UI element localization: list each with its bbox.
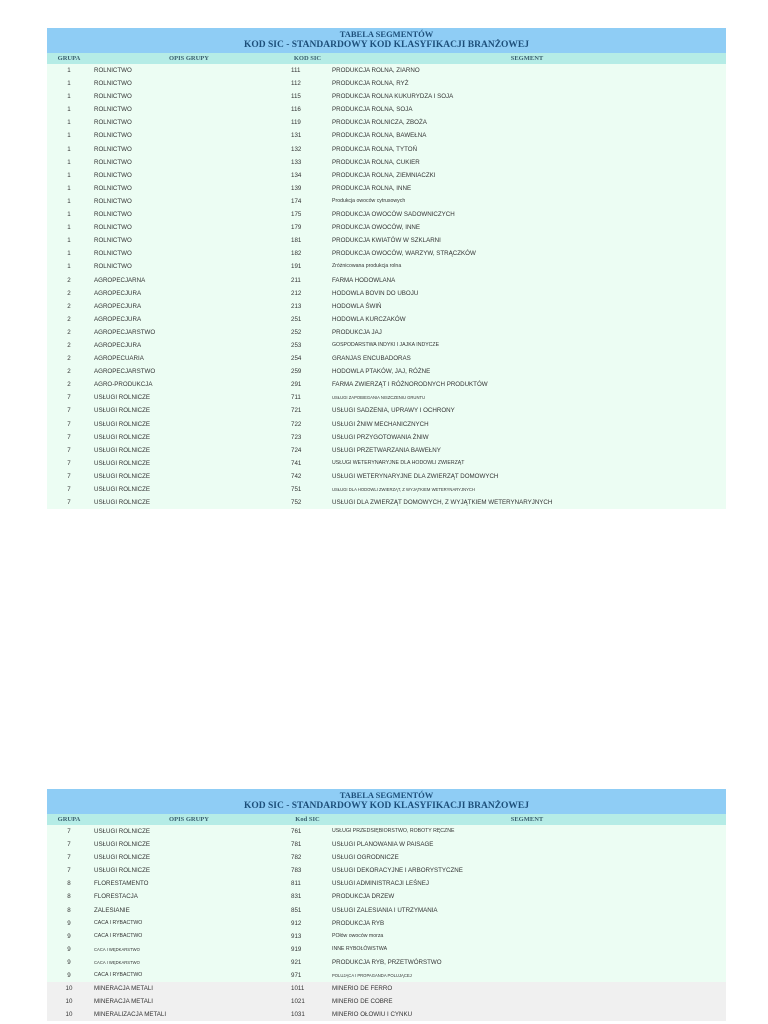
cell-segment: HODOWLA BOVIN DO UBOJU <box>332 289 419 297</box>
cell-grupa: 2 <box>67 289 71 297</box>
cell-kod-sic: 741 <box>291 459 302 467</box>
cell-grupa: 1 <box>67 211 71 219</box>
table-row <box>47 825 726 838</box>
cell-segment: MINERIO DE COBRE <box>332 998 393 1006</box>
cell-segment: USŁUGI PRZETWARZANIA BAWEŁNY <box>332 446 441 454</box>
cell-segment: PRODUKCJA DRZEW <box>332 893 395 901</box>
table-row <box>47 877 726 890</box>
table-row <box>47 956 726 969</box>
cell-opis: USŁUGI ROLNICZE <box>94 446 151 454</box>
cell-opis: USŁUGI ROLNICZE <box>94 841 151 849</box>
table-row <box>47 995 726 1008</box>
cell-kod-sic: 1031 <box>291 1011 305 1019</box>
cell-opis: AGROPECJURA <box>94 315 142 323</box>
cell-kod-sic: 291 <box>291 381 302 389</box>
cell-kod-sic: 919 <box>291 945 302 953</box>
cell-opis: ROLNICTWO <box>94 171 132 179</box>
cell-grupa: 2 <box>67 302 71 310</box>
cell-kod-sic: 251 <box>291 315 302 323</box>
cell-grupa: 2 <box>67 341 71 349</box>
table-row <box>47 116 726 129</box>
table-row <box>47 904 726 917</box>
header-opis: OPIS GRUPY <box>169 55 209 62</box>
cell-grupa: 2 <box>67 328 71 336</box>
table-row <box>47 90 726 103</box>
cell-grupa: 1 <box>67 250 71 258</box>
cell-kod-sic: 132 <box>291 145 302 153</box>
cell-segment: USŁUGI OGRODNICZE <box>332 854 399 862</box>
cell-opis: CACA I RYBACTWO <box>94 919 143 926</box>
header-segment: SEGMENT <box>510 816 544 823</box>
table-row <box>47 260 726 273</box>
table-title-bar <box>47 28 726 53</box>
table-subtitle: KOD SIC - STANDARDOWY KOD KLASYFIKACJI BRANŻOWEJ <box>243 801 530 811</box>
cell-opis: MINERACJA METALI <box>94 998 154 1006</box>
table-row <box>47 313 726 326</box>
table-row <box>47 143 726 156</box>
cell-grupa: 10 <box>65 998 73 1006</box>
cell-segment: USŁUGI PRZEDSIĘBIORSTWO, ROBOTY RĘCZNE <box>332 828 455 834</box>
cell-opis: AGROPECJURA <box>94 289 142 297</box>
cell-opis: FLORESTACJA <box>94 893 138 901</box>
cell-opis: USŁUGI ROLNICZE <box>94 459 151 467</box>
cell-segment: PRODUKCJA JAJ <box>332 328 382 336</box>
cell-grupa: 1 <box>67 119 71 127</box>
cell-opis: ROLNICTWO <box>94 197 132 205</box>
cell-segment: POLUJĄCA I PROPAGANDA POLUJĄCEJ <box>332 973 412 979</box>
cell-kod-sic: 913 <box>291 932 302 940</box>
table-row <box>47 470 726 483</box>
table-subtitle: KOD SIC - STANDARDOWY KOD KLASYFIKACJI BRANŻOWEJ <box>243 40 530 50</box>
cell-kod-sic: 211 <box>291 276 301 284</box>
table-row <box>47 930 726 943</box>
cell-kod-sic: 921 <box>291 958 302 966</box>
cell-grupa: 9 <box>67 919 71 927</box>
cell-segment: PRODUKCJA RYB <box>332 919 385 927</box>
cell-opis: USŁUGI ROLNICZE <box>94 433 151 441</box>
table-row <box>47 851 726 864</box>
cell-opis: ROLNICTWO <box>94 145 132 153</box>
header-grupa: GRUPA <box>57 55 81 62</box>
cell-grupa: 1 <box>67 224 71 232</box>
table-row <box>47 431 726 444</box>
table-row <box>47 391 726 404</box>
cell-opis: ZALESIANIE <box>94 906 130 914</box>
table-row <box>47 457 726 470</box>
cell-kod-sic: 751 <box>291 486 302 493</box>
cell-grupa: 1 <box>67 106 71 114</box>
cell-kod-sic: 721 <box>291 407 302 415</box>
table-header-row <box>47 814 726 825</box>
table-row <box>47 483 726 496</box>
cell-grupa: 7 <box>67 446 71 454</box>
cell-kod-sic: 111 <box>291 67 301 74</box>
cell-grupa: 1 <box>67 184 71 192</box>
table-row <box>47 64 726 77</box>
table-row <box>47 1008 726 1021</box>
cell-kod-sic: 724 <box>291 446 302 454</box>
cell-segment: Produkcja owoców cytrusowych <box>332 197 406 204</box>
table-row <box>47 864 726 877</box>
cell-opis: ROLNICTWO <box>94 237 132 245</box>
cell-opis: AGROPECJURA <box>94 341 142 349</box>
cell-grupa: 1 <box>67 171 71 179</box>
cell-grupa: 2 <box>67 315 71 323</box>
cell-segment: PRODUKCJA ROLNA KUKURYDZA I SOJA <box>332 93 454 101</box>
cell-opis: ROLNICTWO <box>94 132 132 140</box>
cell-grupa: 10 <box>65 985 73 993</box>
cell-segment: PRODUKCJA ROLNA, ZIARNO <box>332 67 420 74</box>
cell-grupa: 7 <box>67 828 71 835</box>
table-row <box>47 326 726 339</box>
cell-kod-sic: 182 <box>291 250 302 258</box>
cell-kod-sic: 191 <box>291 263 302 271</box>
cell-kod-sic: 119 <box>291 119 301 127</box>
cell-segment: Zróżnicowana produkcja rolna <box>332 263 402 270</box>
cell-grupa: 1 <box>67 145 71 153</box>
cell-opis: MINERACJA METALI <box>94 985 154 993</box>
cell-segment: USŁUGI ŻNIW MECHANICZNYCH <box>332 420 429 428</box>
table-title: TABELA SEGMENTÓW <box>339 790 434 800</box>
cell-segment: PRODUKCJA ROLNA, ZIEMNIACZKI <box>332 171 436 179</box>
cell-grupa: 8 <box>67 906 71 914</box>
cell-kod-sic: 175 <box>291 211 302 219</box>
cell-opis: USŁUGI ROLNICZE <box>94 407 151 415</box>
cell-grupa: 8 <box>67 893 71 901</box>
table-row <box>47 418 726 431</box>
cell-segment: PRODUKCJA ROLNA, SOJA <box>332 106 413 114</box>
cell-grupa: 7 <box>67 394 71 402</box>
cell-opis: ROLNICTWO <box>94 93 132 101</box>
cell-opis: USŁUGI ROLNICZE <box>94 867 151 875</box>
table-body <box>47 825 726 1021</box>
table-row <box>47 182 726 195</box>
cell-kod-sic: 134 <box>291 171 302 179</box>
cell-grupa: 1 <box>67 132 71 140</box>
table-row <box>47 169 726 182</box>
cell-kod-sic: 253 <box>291 341 302 349</box>
cell-opis: ROLNICTWO <box>94 184 132 192</box>
cell-segment: USŁUGI WETERYNARYJNE DLA HODOWLI ZWIERZĄT <box>332 459 465 466</box>
cell-kod-sic: 752 <box>291 499 302 507</box>
cell-grupa: 2 <box>67 381 71 389</box>
cell-grupa: 7 <box>67 841 71 849</box>
cell-grupa: 9 <box>67 945 71 953</box>
cell-kod-sic: 912 <box>291 919 302 927</box>
table-row <box>47 496 726 509</box>
cell-segment: PRODUKCJA ROLNA, TYTOŃ <box>332 145 418 153</box>
table-row <box>47 378 726 391</box>
table-row <box>47 234 726 247</box>
cell-opis: AGROPECJARNA <box>94 276 146 284</box>
cell-kod-sic: 723 <box>291 433 302 441</box>
table-row <box>47 300 726 313</box>
cell-segment: HODOWLA KURCZAKÓW <box>332 315 406 323</box>
cell-segment: PRODUKCJA ROLNA, BAWEŁNA <box>332 132 427 140</box>
cell-kod-sic: 1011 <box>291 985 305 993</box>
cell-opis: ROLNICTWO <box>94 158 132 166</box>
cell-segment: USŁUGI DLA HODOWLI ZWIERZĄT, Z WYJĄTKIEM WETERYNARYJNYCH <box>332 487 475 492</box>
cell-segment: PRODUKCJA ROLNICZA, ZBOŻA <box>332 119 427 127</box>
cell-grupa: 1 <box>67 67 71 74</box>
cell-grupa: 2 <box>67 355 71 363</box>
table-row <box>47 838 726 851</box>
cell-grupa: 1 <box>67 263 71 271</box>
cell-opis: CACA I WĘDKARSTWO <box>94 959 140 965</box>
cell-segment: HODOWLA ŚWIŃ <box>332 302 382 310</box>
cell-segment: USŁUGI SADZENIA, UPRAWY I OCHRONY <box>332 407 455 415</box>
cell-kod-sic: 1021 <box>291 998 305 1006</box>
cell-kod-sic: 782 <box>291 854 302 862</box>
cell-opis: ROLNICTWO <box>94 67 132 74</box>
table-title: TABELA SEGMENTÓW <box>339 29 434 39</box>
cell-grupa: 1 <box>67 80 71 88</box>
cell-opis: USŁUGI ROLNICZE <box>94 854 151 862</box>
cell-segment: MINERIO OŁOWIU I CYNKU <box>332 1011 413 1019</box>
cell-grupa: 7 <box>67 486 71 493</box>
cell-segment: USŁUGI PRZYGOTOWANIA ŻNIW <box>332 433 429 441</box>
cell-kod-sic: 116 <box>291 106 301 114</box>
cell-kod-sic: 115 <box>291 93 301 101</box>
cell-kod-sic: 783 <box>291 867 302 875</box>
cell-kod-sic: 781 <box>291 841 302 849</box>
cell-grupa: 7 <box>67 472 71 480</box>
cell-segment: USŁUGI DEKORACYJNE I ARBORYSTYCZNE <box>332 867 463 875</box>
cell-grupa: 2 <box>67 276 71 284</box>
cell-opis: AGROPECUARIA <box>94 355 144 363</box>
cell-kod-sic: 742 <box>291 472 302 480</box>
table-title-bar <box>47 789 726 814</box>
cell-opis: ROLNICTWO <box>94 224 132 232</box>
table-row <box>47 103 726 116</box>
cell-segment: USŁUGI ZALESIANIA I UTRZYMANIA <box>332 906 438 914</box>
cell-segment: GRANJAS ENCUBADORAS <box>332 355 411 363</box>
cell-grupa: 9 <box>67 972 71 980</box>
header-segment: SEGMENT <box>510 55 544 62</box>
table-row <box>47 129 726 142</box>
cell-grupa: 7 <box>67 420 71 428</box>
table-row <box>47 221 726 234</box>
cell-grupa: 7 <box>67 459 71 467</box>
cell-opis: ROLNICTWO <box>94 80 132 88</box>
cell-kod-sic: 722 <box>291 420 302 428</box>
cell-opis: MINERALIZACJA METALI <box>94 1011 167 1019</box>
table-row <box>47 287 726 300</box>
header-grupa: GRUPA <box>57 816 81 823</box>
cell-grupa: 7 <box>67 499 71 507</box>
cell-kod-sic: 254 <box>291 355 302 363</box>
cell-kod-sic: 139 <box>291 184 302 192</box>
table-row <box>47 890 726 903</box>
cell-kod-sic: 213 <box>291 302 302 310</box>
table-row <box>47 444 726 457</box>
table-row <box>47 156 726 169</box>
cell-opis: CACA I WĘDKARSTWO <box>94 946 140 952</box>
table-row <box>47 982 726 995</box>
cell-kod-sic: 831 <box>291 893 302 901</box>
cell-grupa: 7 <box>67 407 71 415</box>
table-row <box>47 195 726 208</box>
table-row <box>47 77 726 90</box>
cell-grupa: 10 <box>65 1011 73 1019</box>
table-body <box>47 64 726 509</box>
cell-segment: INNE RYBOŁÓWSTWA <box>332 945 388 952</box>
cell-opis: AGROPECJARSTWO <box>94 368 156 376</box>
cell-opis: ROLNICTWO <box>94 106 132 114</box>
cell-opis: USŁUGI ROLNICZE <box>94 420 151 428</box>
table-row <box>47 208 726 221</box>
cell-segment: USŁUGI DLA ZWIERZĄT DOMOWYCH, Z WYJĄTKIEM WETERYNARYJNYCH <box>332 499 553 507</box>
cell-segment: PRODUKCJA ROLNA, RYŻ <box>332 80 409 88</box>
cell-opis: ROLNICTWO <box>94 119 132 127</box>
cell-kod-sic: 212 <box>291 289 302 297</box>
cell-opis: ROLNICTWO <box>94 250 132 258</box>
cell-kod-sic: 131 <box>291 132 302 140</box>
cell-opis: ROLNICTWO <box>94 211 132 219</box>
cell-segment: PRODUKCJA ROLNA, CUKIER <box>332 158 420 166</box>
cell-opis: USŁUGI ROLNICZE <box>94 499 151 507</box>
cell-grupa: 7 <box>67 867 71 875</box>
segment-table-1 <box>47 28 726 509</box>
cell-opis: USŁUGI ROLNICZE <box>94 394 151 402</box>
cell-segment: PRODUKCJA OWOCÓW, INNE <box>332 224 421 232</box>
cell-segment: POłów owoców morza <box>332 932 384 939</box>
table-header-row <box>47 53 726 64</box>
header-opis: OPIS GRUPY <box>169 816 209 823</box>
cell-grupa: 8 <box>67 880 71 888</box>
cell-kod-sic: 761 <box>291 828 302 835</box>
cell-segment: USŁUGI ZAPOBIEGANIA NISZCZENIU GRUNTU <box>332 395 426 401</box>
table-row <box>47 943 726 956</box>
cell-kod-sic: 179 <box>291 224 302 232</box>
cell-opis: FLORESTAMENTO <box>94 880 149 888</box>
table-row <box>47 404 726 417</box>
cell-kod-sic: 252 <box>291 328 302 336</box>
cell-grupa: 9 <box>67 958 71 966</box>
cell-grupa: 1 <box>67 93 71 101</box>
cell-grupa: 7 <box>67 854 71 862</box>
cell-opis: ROLNICTWO <box>94 263 132 271</box>
table-row <box>47 352 726 365</box>
cell-segment: HODOWLA PTAKÓW, JAJ, RÓŻNE <box>332 368 431 376</box>
cell-segment: FARMA ZWIERZĄT I RÓŻNORODNYCH PRODUKTÓW <box>332 381 488 389</box>
header-kod: Kod SIC <box>295 816 320 823</box>
cell-grupa: 1 <box>67 197 71 205</box>
cell-kod-sic: 174 <box>291 197 302 205</box>
cell-segment: GOSPODARSTWA INDYKI I JAJKA INDYCZE <box>332 341 440 348</box>
table-row <box>47 365 726 378</box>
cell-segment: PRODUKCJA ROLNA, INNE <box>332 184 412 192</box>
table-row <box>47 274 726 287</box>
table-row <box>47 247 726 260</box>
cell-segment: PRODUKCJA RYB, PRZETWÓRSTWO <box>332 958 442 966</box>
cell-segment: PRODUKCJA KWIATÓW W SZKLARNI <box>332 237 441 245</box>
cell-kod-sic: 181 <box>291 237 302 245</box>
cell-segment: PRODUKCJA OWOCÓW, WARZYW, STRĄCZKÓW <box>332 250 476 258</box>
cell-segment: USŁUGI PLANOWANIA W PAISAGE <box>332 841 434 849</box>
cell-segment: USŁUGI WETERYNARYJNE DLA ZWIERZĄT DOMOWYCH <box>332 472 499 480</box>
table-row <box>47 969 726 982</box>
cell-kod-sic: 851 <box>291 906 302 914</box>
cell-opis: AGROPECJURA <box>94 302 142 310</box>
cell-kod-sic: 259 <box>291 368 302 376</box>
cell-grupa: 1 <box>67 158 71 166</box>
cell-grupa: 9 <box>67 932 71 940</box>
cell-segment: USŁUGI ADMINISTRACJI LEŚNEJ <box>332 880 429 888</box>
cell-kod-sic: 811 <box>291 880 301 888</box>
cell-opis: USŁUGI ROLNICZE <box>94 486 151 493</box>
cell-segment: FARMA HODOWLANA <box>332 276 396 284</box>
cell-segment: MINERIO DE FERRO <box>332 985 393 993</box>
cell-opis: USŁUGI ROLNICZE <box>94 472 151 480</box>
cell-kod-sic: 133 <box>291 158 302 166</box>
cell-opis: AGROPECJARSTWO <box>94 328 156 336</box>
cell-opis: USŁUGI ROLNICZE <box>94 828 151 835</box>
cell-opis: AGRO-PRODUKCJA <box>94 381 153 389</box>
cell-grupa: 7 <box>67 433 71 441</box>
cell-segment: PRODUKCJA OWOCÓW SADOWNICZYCH <box>332 211 455 219</box>
cell-kod-sic: 112 <box>291 80 301 88</box>
table-row <box>47 339 726 352</box>
segment-table-2 <box>47 789 726 1021</box>
cell-grupa: 1 <box>67 237 71 245</box>
cell-kod-sic: 711 <box>291 394 301 402</box>
cell-opis: CACA I RYBACTWO <box>94 932 143 939</box>
cell-kod-sic: 971 <box>291 972 302 980</box>
header-kod: KOD SIC <box>293 55 322 62</box>
table-row <box>47 917 726 930</box>
cell-opis: CACA I RYBACTWO <box>94 972 143 979</box>
cell-grupa: 2 <box>67 368 71 376</box>
